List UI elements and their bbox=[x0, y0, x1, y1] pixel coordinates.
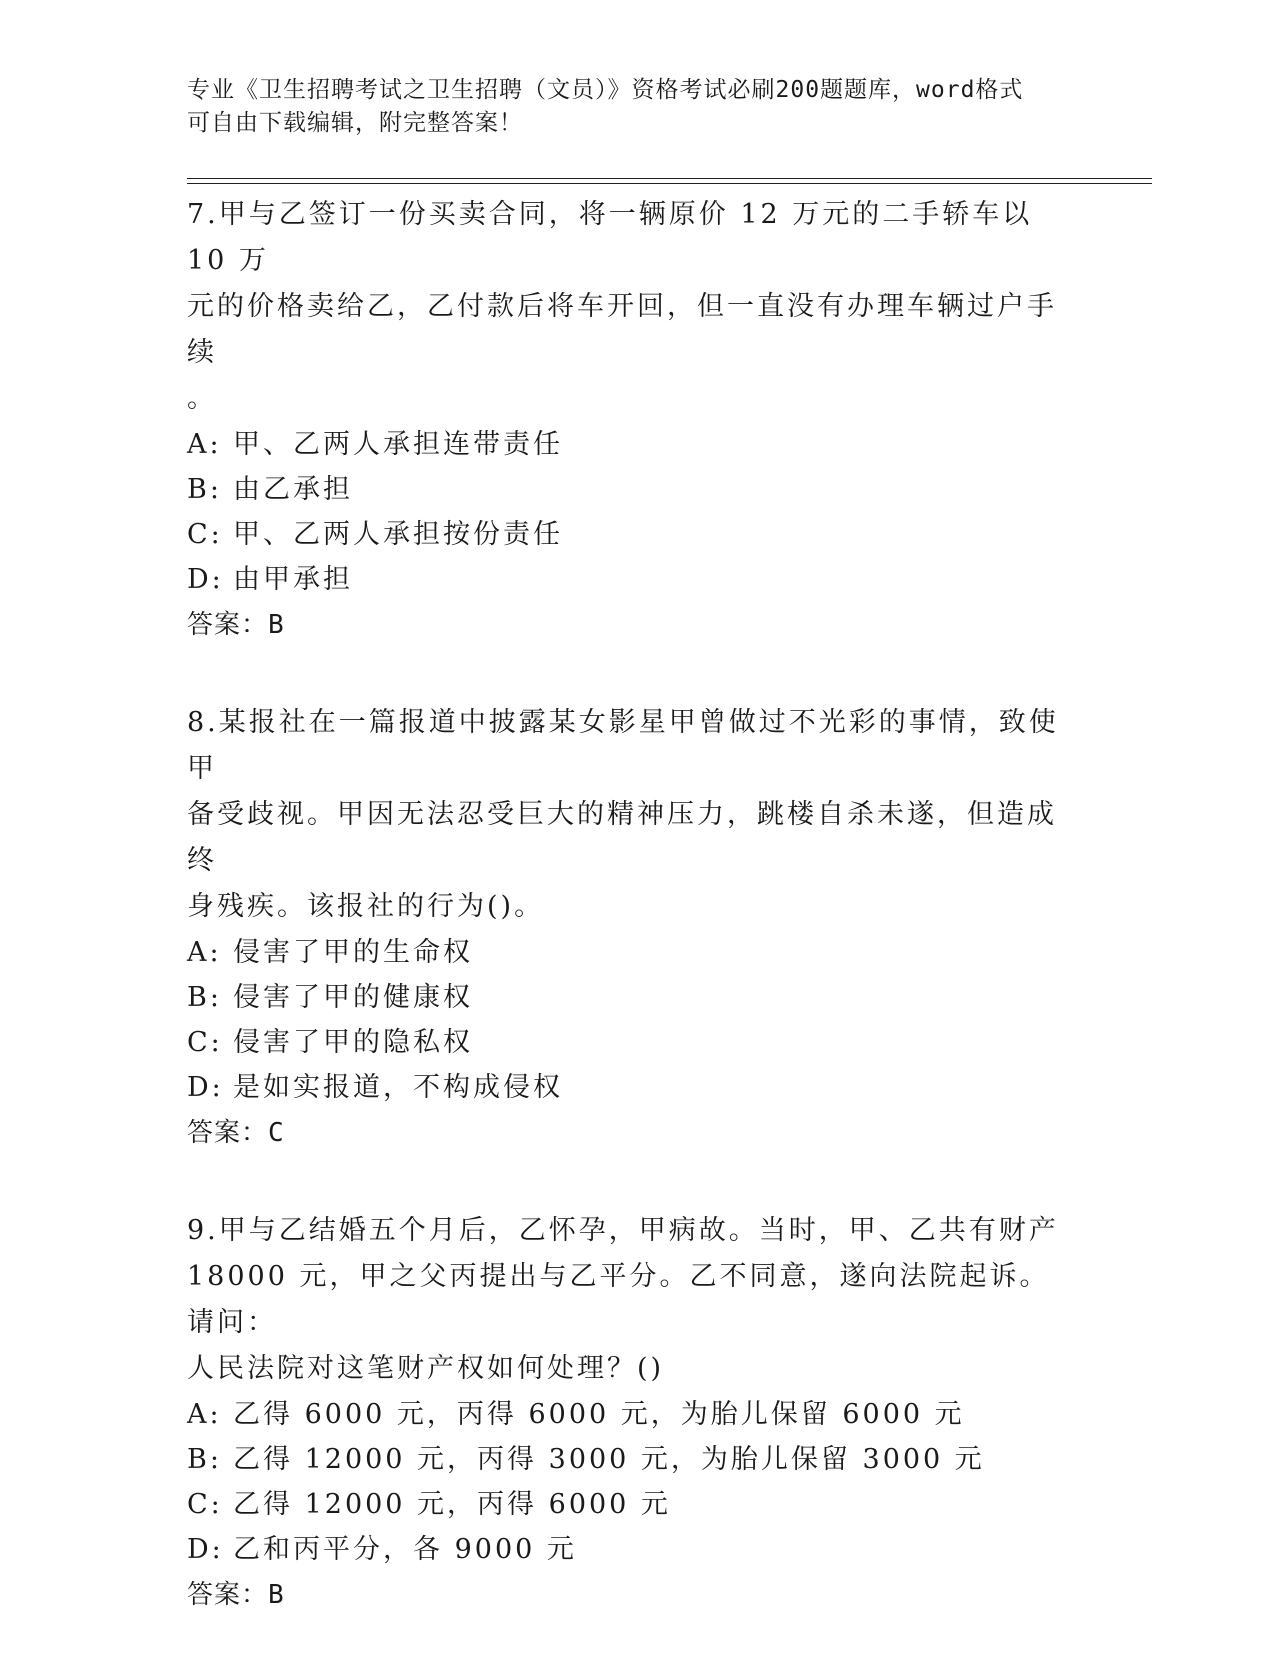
question-7 bbox=[187, 192, 1067, 648]
question-stem bbox=[187, 1208, 1067, 1392]
option-letter: C: bbox=[187, 1027, 223, 1058]
header-divider-bottom bbox=[187, 183, 1152, 184]
option-text: 甲、乙两人承担连带责任 bbox=[233, 429, 563, 460]
option-c bbox=[187, 512, 1067, 557]
question-stem bbox=[187, 700, 1067, 930]
option-text: 乙得 12000 元，丙得 3000 元，为胎儿保留 3000 元 bbox=[233, 1444, 985, 1475]
option-d bbox=[187, 1527, 1067, 1572]
option-letter: B: bbox=[187, 474, 222, 505]
option-a bbox=[187, 930, 1067, 975]
header-line-2: 可自由下载编辑，附完整答案！ bbox=[187, 110, 523, 136]
question-8 bbox=[187, 700, 1067, 1156]
question-list bbox=[187, 192, 1067, 1670]
option-text: 乙得 6000 元，丙得 6000 元，为胎儿保留 6000 元 bbox=[233, 1399, 965, 1430]
option-d bbox=[187, 557, 1067, 602]
header-line-1: 专业《卫生招聘考试之卫生招聘（文员）》资格考试必刷200题题库，word格式 bbox=[187, 77, 1024, 103]
question-9 bbox=[187, 1208, 1067, 1618]
stem-line: 9.甲与乙结婚五个月后，乙怀孕，甲病故。当时，甲、乙共有财产 bbox=[187, 1215, 1059, 1246]
stem-line: 身残疾。该报社的行为()。 bbox=[187, 891, 545, 922]
option-text: 乙和丙平分，各 9000 元 bbox=[233, 1534, 577, 1565]
option-letter: A: bbox=[187, 937, 222, 968]
option-a bbox=[187, 422, 1067, 467]
option-letter: D: bbox=[187, 1072, 224, 1103]
option-c bbox=[187, 1020, 1067, 1065]
answer-line: 答案：B bbox=[187, 610, 285, 640]
stem-line: 8.某报社在一篇报道中披露某女影星甲曾做过不光彩的事情，致使甲 bbox=[187, 707, 1059, 784]
stem-line: 元的价格卖给乙，乙付款后将车开回，但一直没有办理车辆过户手续 bbox=[187, 291, 1057, 368]
option-letter: D: bbox=[187, 564, 224, 595]
stem-line: 。 bbox=[187, 383, 217, 414]
document-header bbox=[187, 74, 1067, 140]
option-letter: C: bbox=[187, 519, 223, 550]
option-text: 是如实报道，不构成侵权 bbox=[233, 1072, 563, 1103]
option-b bbox=[187, 975, 1067, 1020]
option-b bbox=[187, 1437, 1067, 1482]
option-text: 甲、乙两人承担按份责任 bbox=[233, 519, 563, 550]
header-divider-top bbox=[187, 178, 1152, 179]
option-text: 乙得 12000 元，丙得 6000 元 bbox=[233, 1489, 671, 1520]
option-c bbox=[187, 1482, 1067, 1527]
option-letter: D: bbox=[187, 1534, 224, 1565]
option-d bbox=[187, 1065, 1067, 1110]
answer-line: 答案：C bbox=[187, 1118, 285, 1148]
option-letter: C: bbox=[187, 1489, 223, 1520]
option-text: 侵害了甲的隐私权 bbox=[233, 1027, 473, 1058]
option-letter: A: bbox=[187, 1399, 222, 1430]
stem-line: 人民法院对这笔财产权如何处理？() bbox=[187, 1353, 665, 1384]
option-text: 侵害了甲的生命权 bbox=[233, 937, 473, 968]
stem-line: 7.甲与乙签订一份买卖合同，将一辆原价 12 万元的二手轿车以 10 万 bbox=[187, 199, 1033, 276]
option-a bbox=[187, 1392, 1067, 1437]
option-b bbox=[187, 467, 1067, 512]
stem-line: 备受歧视。甲因无法忍受巨大的精神压力，跳楼自杀未遂，但造成终 bbox=[187, 799, 1057, 876]
option-letter: B: bbox=[187, 982, 222, 1013]
option-text: 侵害了甲的健康权 bbox=[233, 982, 473, 1013]
option-letter: A: bbox=[187, 429, 222, 460]
option-text: 由甲承担 bbox=[233, 564, 353, 595]
stem-line: 18000 元，甲之父丙提出与乙平分。乙不同意，遂向法院起诉。请问： bbox=[187, 1261, 1050, 1338]
answer-line: 答案：B bbox=[187, 1580, 285, 1610]
question-stem bbox=[187, 192, 1067, 422]
option-letter: B: bbox=[187, 1444, 222, 1475]
option-text: 由乙承担 bbox=[233, 474, 353, 505]
